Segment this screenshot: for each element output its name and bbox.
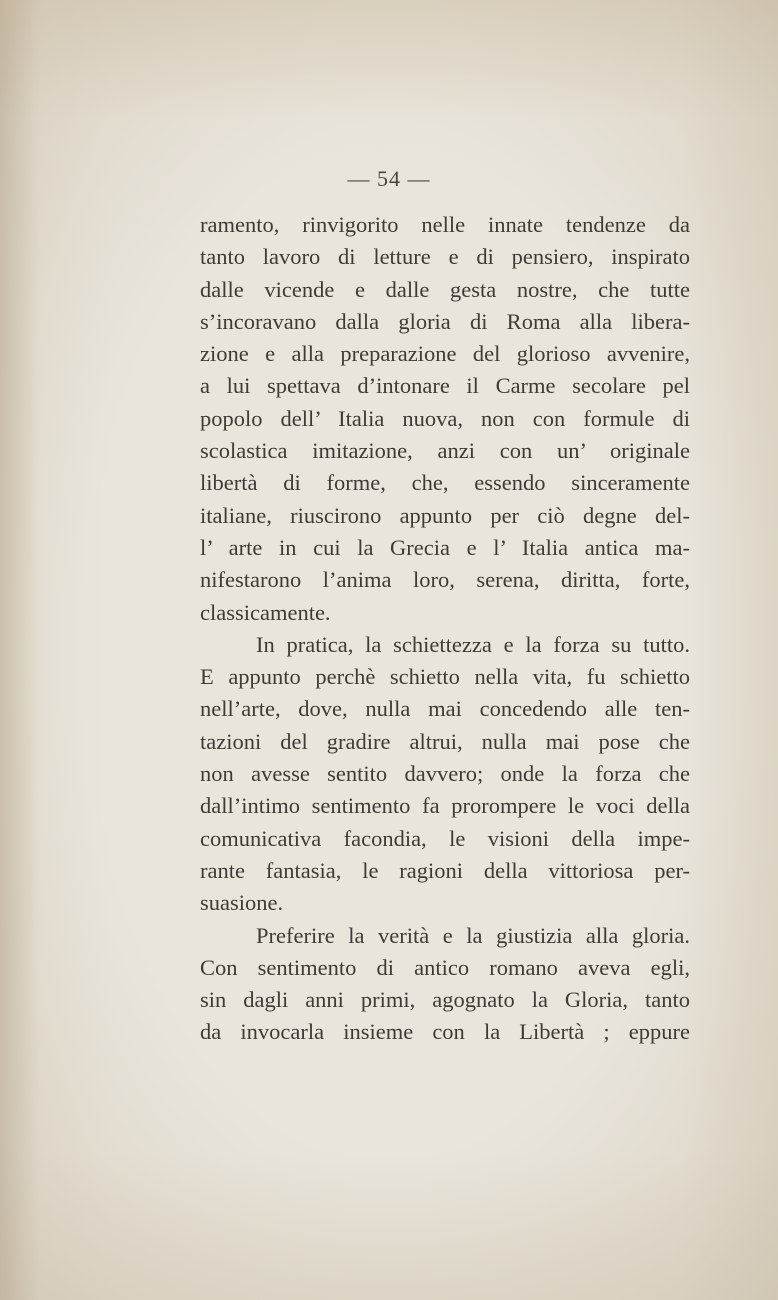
text-line: rante fantasia, le ragioni della vittoriosa per-: [200, 857, 690, 883]
text-line: dalle vicende e dalle gesta nostre, che tutte: [200, 276, 690, 302]
text-line: italiane, riuscirono appunto per ciò degne del-: [200, 502, 690, 528]
text-line: scolastica imitazione, anzi con un’ originale: [200, 438, 690, 464]
text-line: zione e alla preparazione del glorioso avvenire,: [200, 341, 690, 367]
text-line: comunicativa facondia, le visioni della impe-: [200, 825, 690, 851]
text-line: In pratica, la schiettezza e la forza su tutto.: [256, 631, 690, 657]
text-line: a lui spettava d’intonare il Carme secolare pel: [200, 373, 690, 399]
text-line: Con sentimento di antico romano aveva egli,: [200, 954, 690, 980]
page-number: — 54 —: [347, 166, 431, 191]
text-line: classicamente.: [200, 599, 331, 625]
text-line: l’ arte in cui la Grecia e l’ Italia antica ma-: [200, 534, 690, 560]
body-text: [200, 209, 690, 1049]
text-line: s’incoravano dalla gloria di Roma alla libera-: [200, 308, 690, 334]
text-line: da invocarla insieme con la Libertà ; eppure: [200, 1019, 690, 1045]
text-line: Preferire la verità e la giustizia alla gloria.: [256, 922, 690, 948]
text-line: non avesse sentito davvero; onde la forza che: [200, 761, 690, 787]
text-line: E appunto perchè schietto nella vita, fu schietto: [200, 664, 690, 690]
text-line: popolo dell’ Italia nuova, non con formule di: [200, 405, 690, 431]
text-line: libertà di forme, che, essendo sinceramente: [200, 470, 690, 496]
text-line: tanto lavoro di letture e di pensiero, inspirato: [200, 244, 690, 270]
text-line: tazioni del gradire altrui, nulla mai pose che: [200, 728, 690, 754]
text-line: dall’intimo sentimento fa prorompere le voci della: [200, 793, 690, 819]
text-line: suasione.: [200, 890, 284, 916]
text-line: ramento, rinvigorito nelle innate tendenze da: [200, 212, 690, 237]
text-line: nell’arte, dove, nulla mai concedendo alle ten-: [200, 696, 690, 722]
text-line: nifestarono l’anima loro, serena, diritta, forte,: [200, 567, 690, 593]
text-line: sin dagli anni primi, agognato la Gloria, tanto: [200, 987, 690, 1013]
